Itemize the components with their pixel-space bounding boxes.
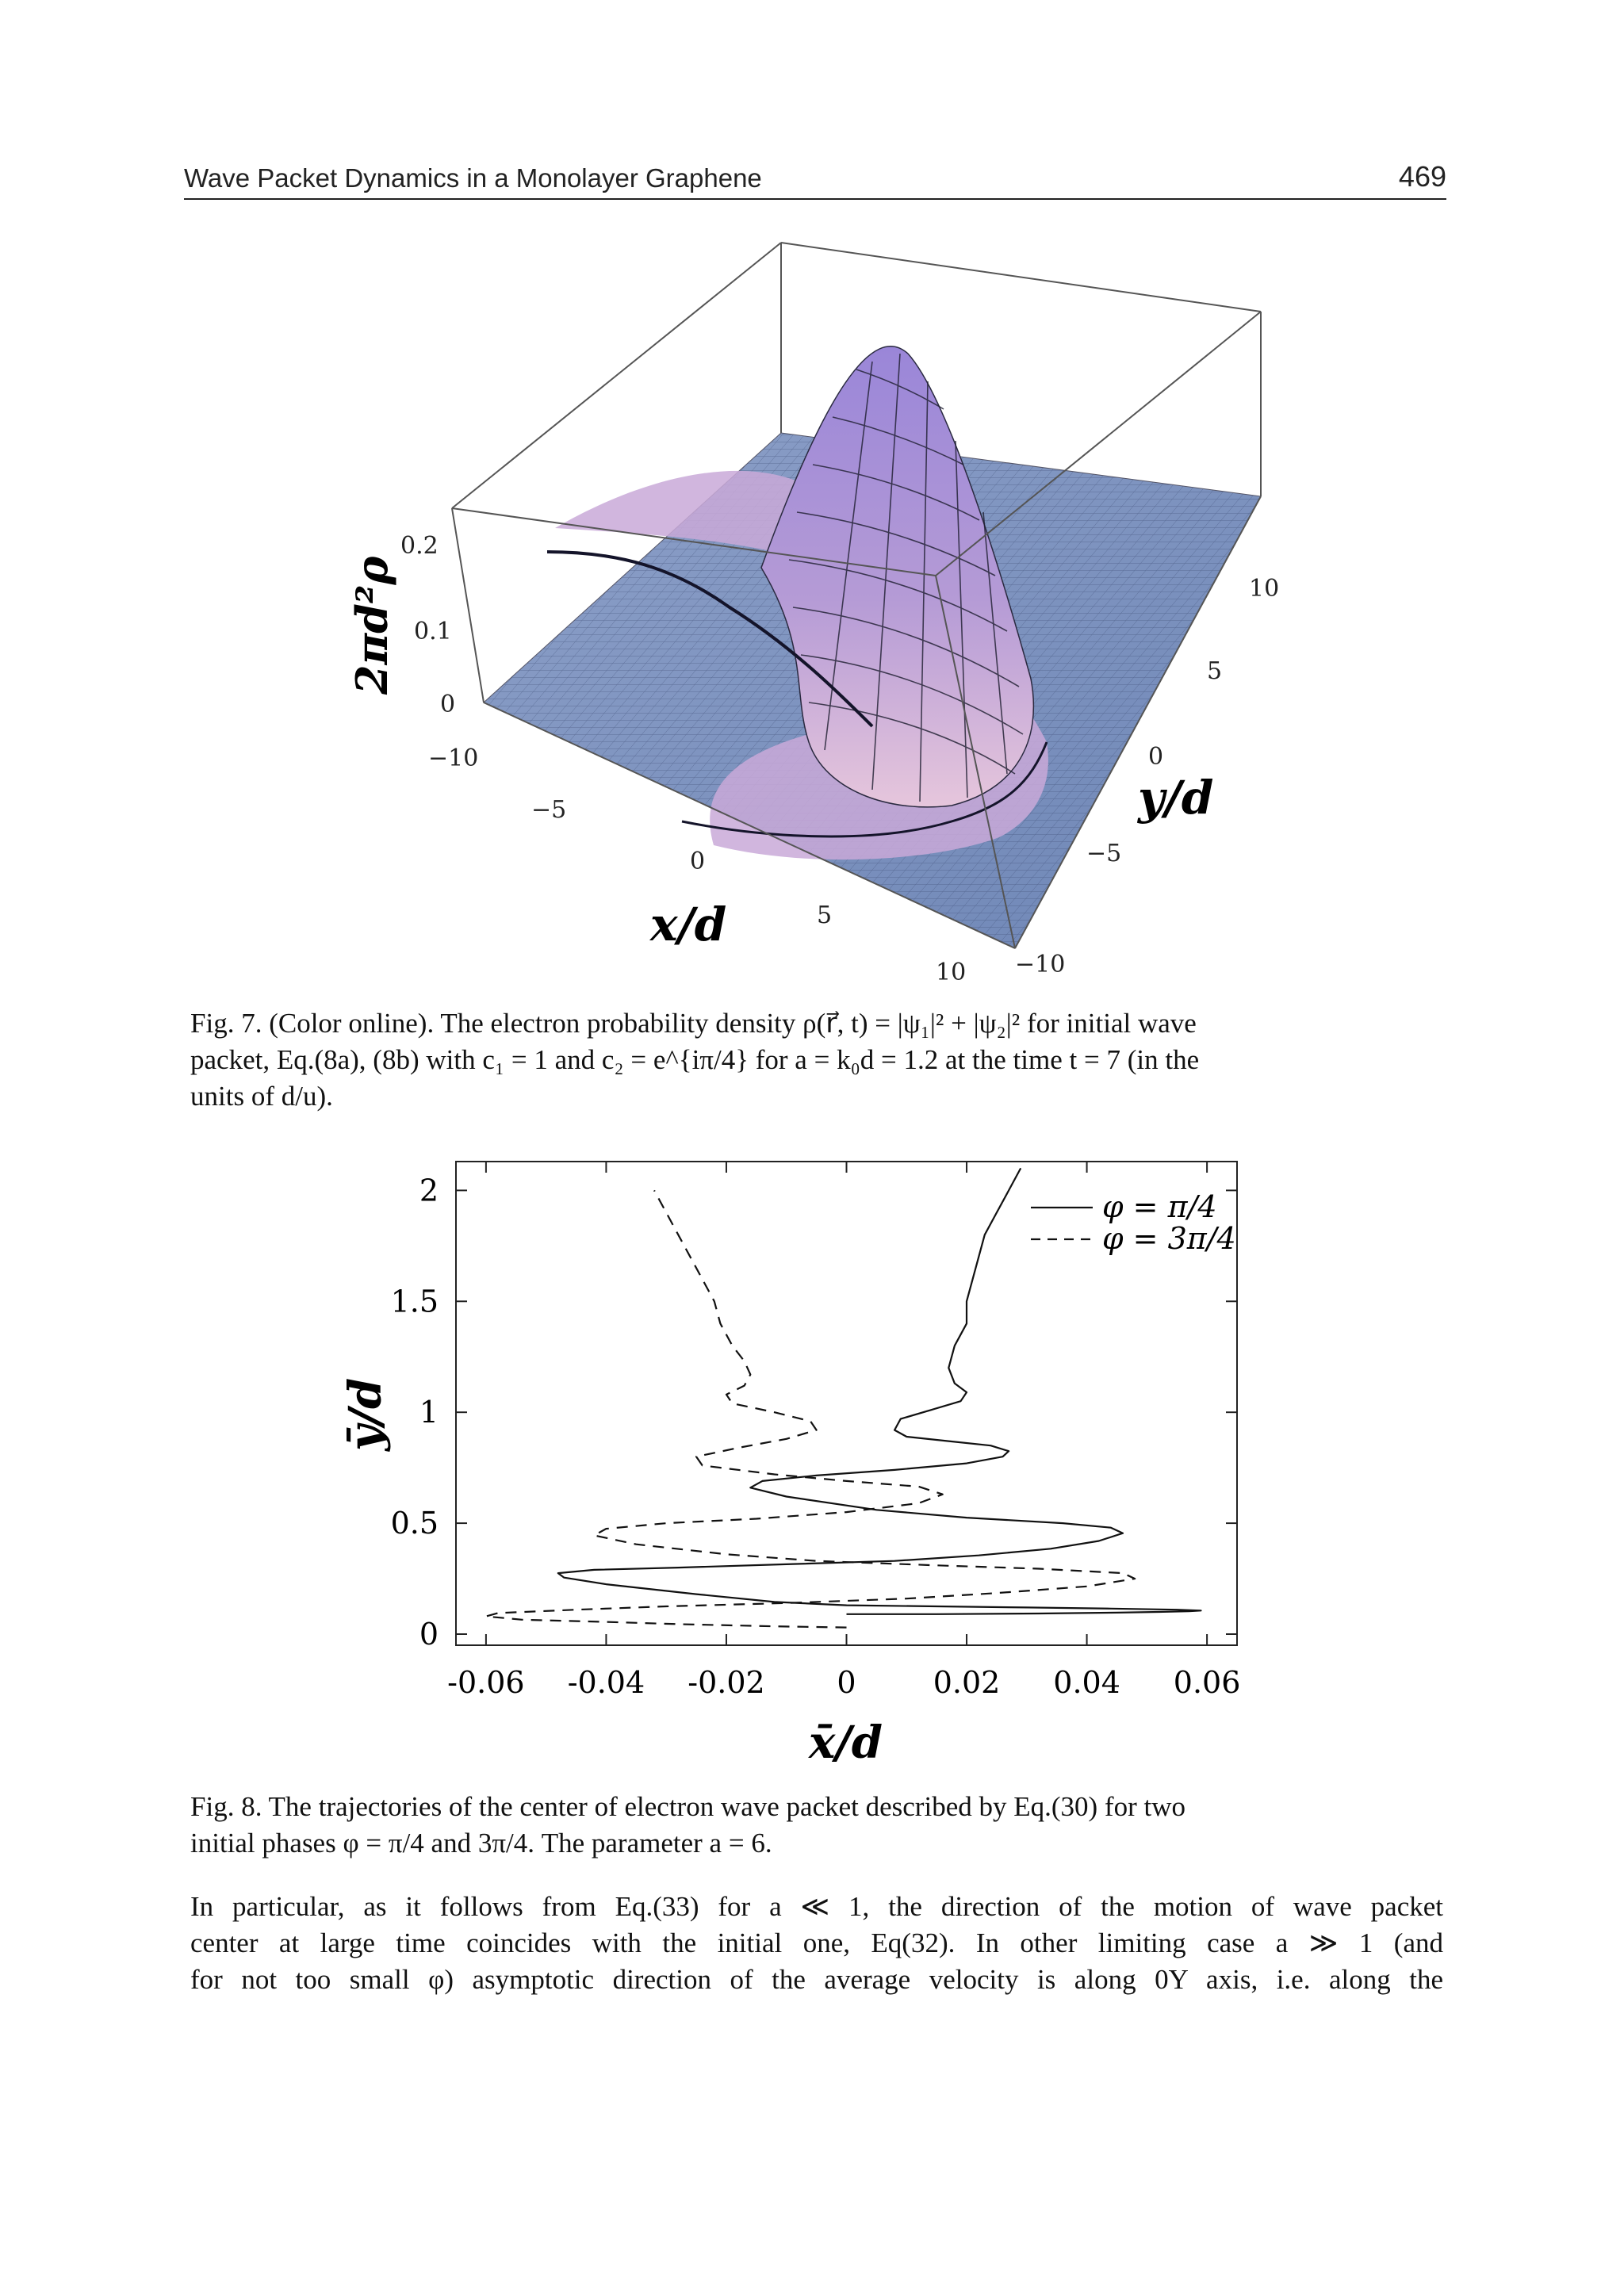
x-tick: 5: [817, 902, 833, 929]
z-axis-ticks: [400, 532, 455, 718]
y-tick: −5: [1086, 840, 1122, 867]
x-tick-label: 0.06: [1173, 1665, 1241, 1700]
y-tick-label: 1: [419, 1395, 439, 1430]
x-tick: −10: [428, 745, 479, 772]
y-axis-label: ȳ/d: [339, 1377, 392, 1451]
x-tick-label: -0.06: [447, 1665, 525, 1700]
y-tick: −10: [1015, 951, 1066, 978]
series-line: [486, 1190, 1135, 1627]
y-tick-label: 1.5: [390, 1284, 439, 1319]
figure-8-caption: [190, 1789, 1443, 1862]
x-axis-label: x̄/d: [809, 1717, 883, 1769]
caption-line: Fig. 7. (Color online). The electron probability density ρ(r⃗, t) = |ψ₁|² + |ψ₂|² for initial wave: [190, 1008, 1197, 1039]
x-axis-label: x/d: [650, 898, 727, 951]
z-tick: 0.2: [400, 532, 439, 560]
caption-line: units of d/u).: [190, 1081, 333, 1112]
trajectory-series: [486, 1168, 1201, 1627]
legend-label: φ = 3π/4: [1102, 1221, 1236, 1256]
y-tick-label: 0.5: [390, 1506, 439, 1541]
z-tick: 0: [440, 691, 456, 718]
x-tick: 0: [690, 848, 706, 875]
z-axis-label: 2πd²ρ: [347, 556, 397, 695]
paragraph-line: for not too small φ) asymptotic direction of the average velocity is along 0Y axis, i.e. along the: [190, 1964, 1443, 1995]
y-tick: 10: [1249, 575, 1280, 603]
x-tick-label: -0.02: [688, 1665, 765, 1700]
running-title: Wave Packet Dynamics in a Monolayer Graphene: [184, 163, 762, 193]
legend-label: φ = π/4: [1102, 1189, 1217, 1224]
figure-7-surface-plot: [317, 235, 1285, 996]
y-tick-label: 0: [419, 1617, 439, 1652]
caption-line: Fig. 8. The trajectories of the center of electron wave packet described by Eq.(30) for two: [190, 1791, 1185, 1822]
y-tick: 5: [1207, 657, 1223, 685]
body-paragraph: [190, 1889, 1443, 1998]
legend: [1031, 1189, 1236, 1256]
caption-line: initial phases φ = π/4 and 3π/4. The parameter a = 6.: [190, 1828, 772, 1859]
paragraph-line: In particular, as it follows from Eq.(33) for a ≪ 1, the direction of the motion of wave packet: [190, 1891, 1443, 1922]
figure-7-caption: [190, 1005, 1443, 1115]
x-tick: 10: [936, 959, 967, 986]
caption-line: packet, Eq.(8a), (8b) with c₁ = 1 and c₂ = e^{iπ/4} for a = k₀d = 1.2 at the time t = 7 (in the: [190, 1044, 1200, 1075]
y-tick: 0: [1148, 743, 1164, 771]
z-tick: 0.1: [414, 618, 452, 645]
x-tick-label: -0.04: [567, 1665, 645, 1700]
y-tick-label: 2: [419, 1173, 439, 1208]
y-axis-label: y/d: [1138, 771, 1214, 825]
running-header: [184, 162, 1446, 200]
x-tick: −5: [531, 796, 567, 824]
page-number: 469: [1398, 160, 1446, 193]
x-tick-label: 0.04: [1053, 1665, 1120, 1700]
x-tick-label: 0: [837, 1665, 856, 1700]
figure-8-trajectory-chart: [333, 1154, 1285, 1780]
x-tick-label: 0.02: [933, 1665, 1001, 1700]
paragraph-line: center at large time coincides with the initial one, Eq(32). In other limiting case a ≫ 1 (and: [190, 1927, 1443, 1958]
